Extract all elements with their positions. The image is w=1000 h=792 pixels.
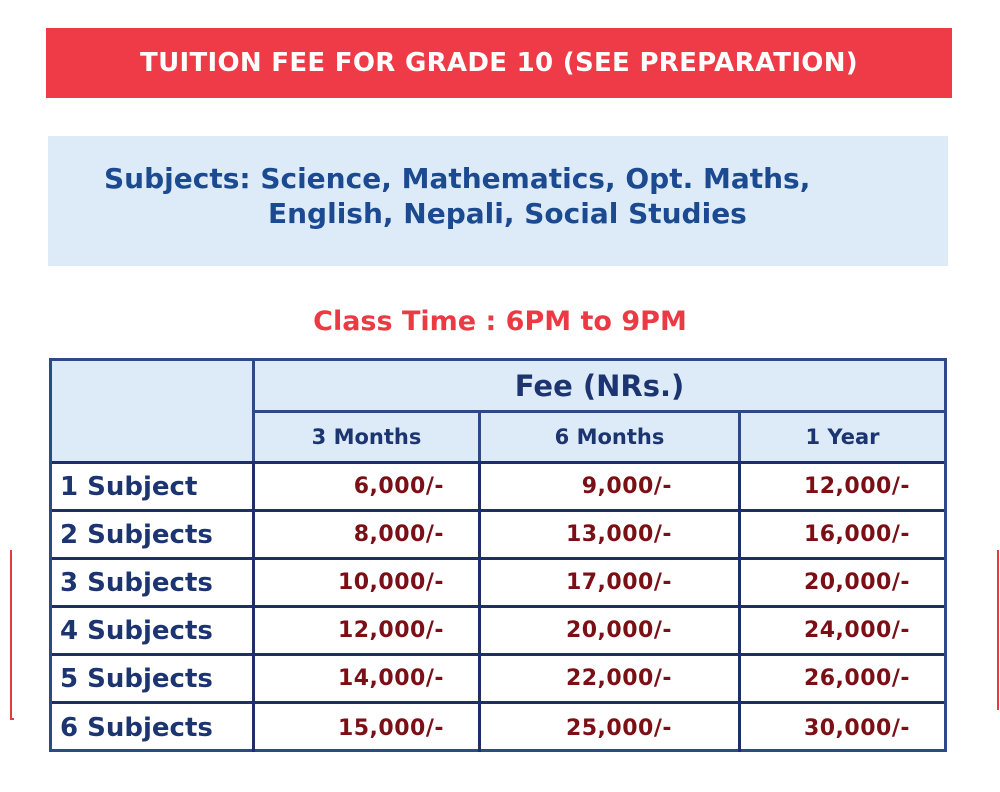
page-title: TUITION FEE FOR GRADE 10 (SEE PREPARATION) bbox=[140, 48, 858, 78]
fee-value: 17,000/- bbox=[481, 560, 741, 605]
fee-value: 13,000/- bbox=[481, 512, 741, 557]
fee-value: 10,000/- bbox=[255, 560, 481, 605]
row-label: 5 Subjects bbox=[52, 656, 255, 701]
table-row bbox=[52, 464, 944, 512]
table-row bbox=[52, 560, 944, 608]
fee-value: 9,000/- bbox=[481, 464, 741, 509]
table-row bbox=[52, 656, 944, 704]
fee-table-body bbox=[52, 461, 944, 749]
fee-value: 12,000/- bbox=[803, 474, 910, 499]
fee-value: 16,000/- bbox=[803, 522, 910, 547]
fee-value: 15,000/- bbox=[255, 704, 481, 752]
fee-value: 30,000/- bbox=[803, 715, 910, 741]
subjects-line-1: Subjects: Science, Mathematics, Opt. Maths, bbox=[104, 162, 811, 195]
fee-value: 14,000/- bbox=[255, 656, 481, 701]
period-header-3-months: 3 Months bbox=[255, 413, 481, 461]
subjects-line-2: English, Nepali, Social Studies bbox=[268, 197, 747, 230]
fee-table bbox=[49, 358, 947, 752]
fee-value: 20,000/- bbox=[803, 570, 910, 595]
fee-value: 25,000/- bbox=[481, 704, 741, 752]
row-label: 3 Subjects bbox=[52, 560, 255, 605]
fee-value: 12,000/- bbox=[255, 608, 481, 653]
page-title-banner bbox=[46, 28, 952, 98]
period-header-6-months: 6 Months bbox=[481, 413, 741, 461]
left-edge-mark bbox=[10, 550, 12, 720]
period-header-1-year: 1 Year bbox=[805, 425, 880, 449]
right-edge-mark bbox=[997, 550, 999, 710]
fee-value: 6,000/- bbox=[255, 464, 481, 509]
row-label: 2 Subjects bbox=[52, 512, 255, 557]
table-row bbox=[52, 704, 944, 752]
fee-value: 24,000/- bbox=[803, 618, 910, 643]
row-label: 1 Subject bbox=[52, 464, 255, 509]
fee-value: 22,000/- bbox=[481, 656, 741, 701]
fee-value: 8,000/- bbox=[255, 512, 481, 557]
row-label: 6 Subjects bbox=[52, 704, 255, 752]
class-time: Class Time : 6PM to 9PM bbox=[313, 306, 687, 337]
table-corner-cell bbox=[52, 361, 255, 461]
table-row bbox=[52, 512, 944, 560]
fee-value: 26,000/- bbox=[803, 666, 910, 691]
table-row bbox=[52, 608, 944, 656]
subjects-panel bbox=[48, 136, 948, 266]
fee-value: 20,000/- bbox=[481, 608, 741, 653]
fee-header: Fee (NRs.) bbox=[255, 361, 944, 413]
row-label: 4 Subjects bbox=[52, 608, 255, 653]
